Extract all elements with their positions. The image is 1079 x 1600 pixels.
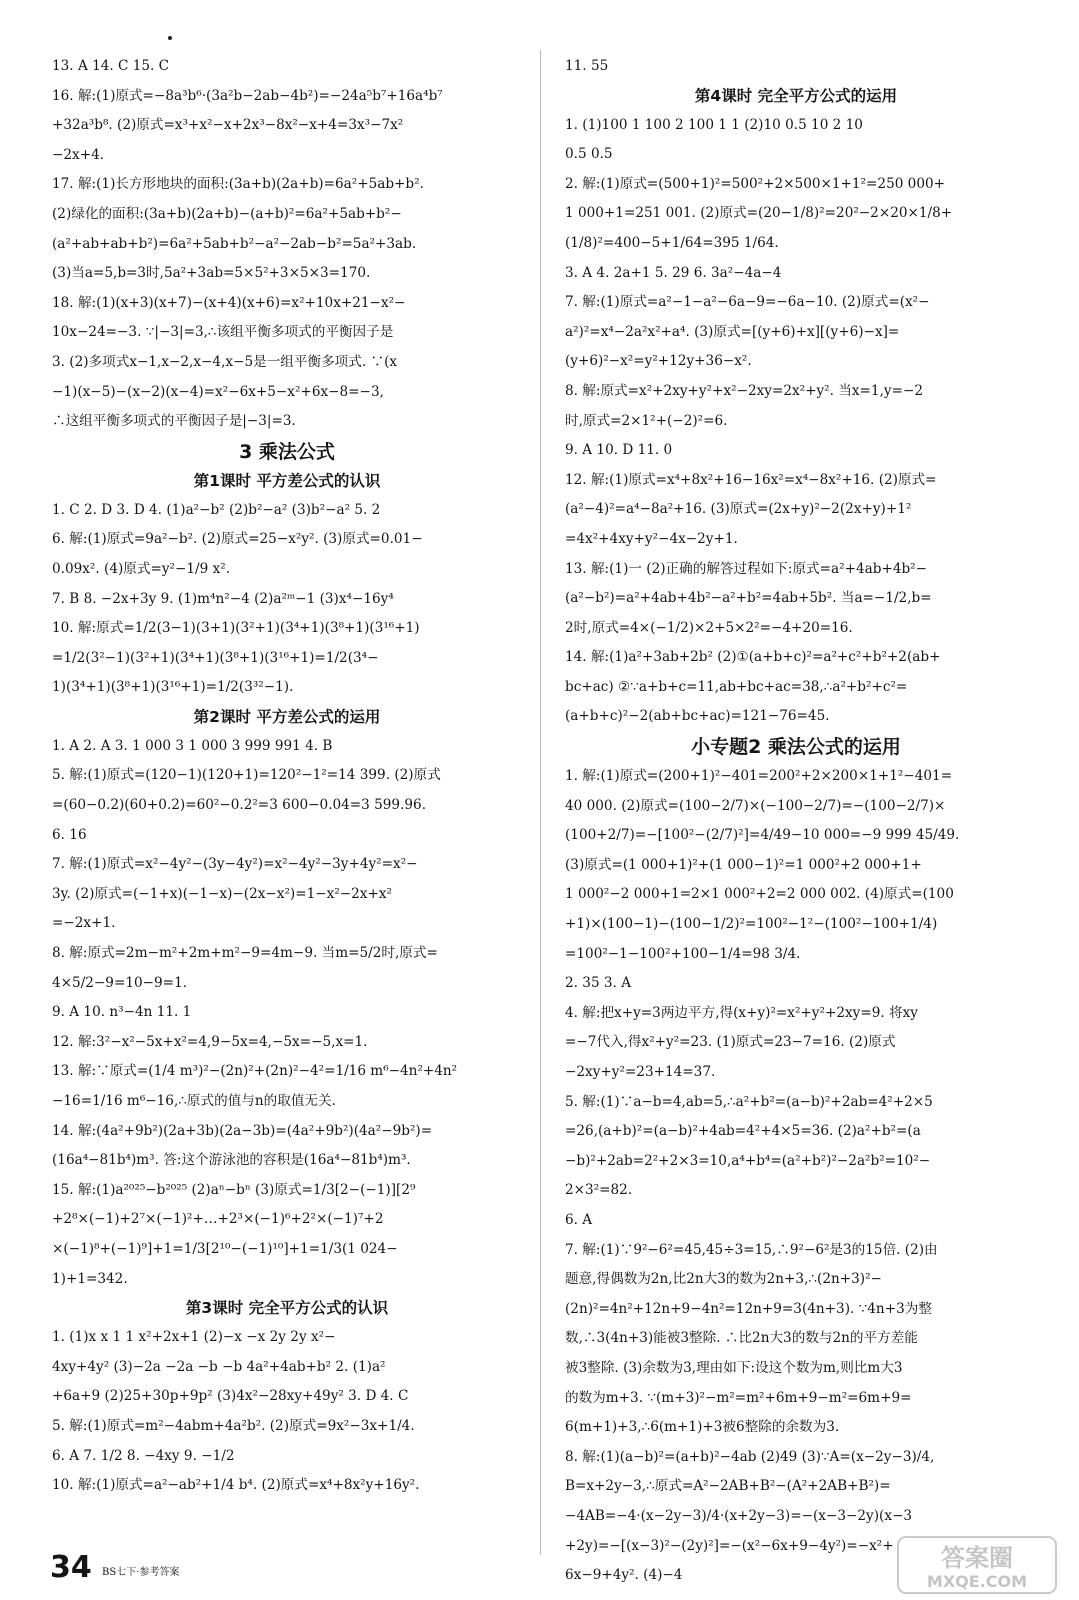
answer-line: 时,原式=2×1²+(−2)²=6. (565, 412, 728, 429)
answer-line: 12. 解:3²−x²−5x+x²=4,9−5x=4,−5x=−5,x=1. (52, 1033, 368, 1050)
answer-line: 1. A 2. A 3. 1 000 3 1 000 3 999 991 4. B (52, 737, 333, 754)
answer-line: =(60−0.2)(60+0.2)=60²−0.2²=3 600−0.04=3 599.96. (52, 797, 427, 814)
answer-line: 18. 解:(1)(x+3)(x+7)−(x+4)(x+6)=x²+10x+21−x²− (52, 294, 406, 311)
answer-line: 6(m+1)+3,∴6(m+1)+3被6整除的余数为3. (565, 1419, 840, 1436)
answer-line: 1. C 2. D 3. D 4. (1)a²−b² (2)b²−a² (3)b²−a² 5. 2 (52, 501, 381, 518)
answer-line: 5. 解:(1)原式=m²−4abm+4a²b². (2)原式=9x²−3x+1/4. (52, 1417, 415, 1434)
answer-line: B=x+2y−3,∴原式=A²−2AB+B²−(A²+2AB+B²)= (565, 1478, 891, 1495)
answer-line: (2n)²=4n²+12n+9−4n²=12n+9=3(4n+3). ∵4n+3为整 (565, 1300, 932, 1317)
answer-line: −1)(x−5)−(x−2)(x−4)=x²−6x+5−x²+6x−8=−3, (52, 383, 384, 400)
right-column (565, 52, 1027, 1591)
answer-line: 8. 解:(1)(a−b)²=(a+b)²−4ab (2)49 (3)∵A=(x−2y−3)/4, (565, 1448, 935, 1465)
answer-line: 6. 解:(1)原式=9a²−b². (2)原式=25−x²y². (3)原式=0.01− (52, 531, 423, 548)
answer-line: 6. A (565, 1211, 593, 1228)
answer-line: 8. 解:原式=2m−m²+2m+m²−9=4m−9. 当m=5/2时,原式= (52, 945, 438, 962)
lesson-heading: 第3课时 完全平方公式的认识 (185, 1299, 389, 1318)
answer-line: 13. A 14. C 15. C (52, 58, 170, 74)
answer-line: =1/2(3²−1)(3²+1)(3⁴+1)(3⁸+1)(3¹⁶+1)=1/2(3⁴− (52, 649, 379, 666)
answer-line: 5. 解:(1)∵a−b=4,ab=5,∴a²+b²=(a−b)²+2ab=4²+2×5 (565, 1093, 933, 1110)
answer-line: (a²+ab+ab+b²)=6a²+5ab+b²−a²−2ab−b²=5a²+3ab. (52, 235, 417, 252)
watermark-logo (896, 1535, 1058, 1595)
answer-line: 7. B 8. −2x+3y 9. (1)m⁴n²−4 (2)a²ᵐ−1 (3)x⁴−16y⁴ (52, 590, 394, 607)
answer-line: 15. 解:(1)a²⁰²⁵−b²⁰²⁵ (2)aⁿ−bⁿ (3)原式=1/3[2−(−1)][2⁹ (52, 1181, 416, 1198)
answer-line: =26,(a+b)²=(a−b)²+4ab=4²+4×5=36. (2)a²+b²=(a (565, 1123, 921, 1140)
answer-line: 5. 解:(1)原式=(120−1)(120+1)=120²−1²=14 399. (2)原式 (52, 767, 441, 784)
watermark-logo-text: 答案圈 (941, 1544, 1013, 1572)
answer-line: −2xy+y²=23+14=37. (565, 1064, 716, 1080)
answer-line: 14. 解:(1)a²+3ab+2b² (2)①(a+b+c)²=a²+c²+b²+2(ab+ (565, 649, 941, 666)
answer-line: −2x+4. (52, 146, 105, 163)
answer-line: 13. 解:∵原式=(1/4 m³)²−(2n)²+(2n)²−4²=1/16 m⁶−4n²+4n² (52, 1063, 458, 1080)
answer-line: +2y)=−[(x−3)²−(2y)²]=−(x²−6x+9−4y²)=−x²+ (565, 1537, 894, 1554)
answer-line: =4x²+4xy+y²−4x−2y+1. (565, 530, 738, 547)
answer-line: +6a+9 (2)25+30p+9p² (3)4x²−28xy+49y² 3. D 4. C (52, 1388, 409, 1405)
footer-label: BS七下·参考答案 (102, 1567, 180, 1578)
answer-line: 11. 55 (565, 58, 609, 74)
answer-line: 14. 解:(4a²+9b²)(2a+3b)(2a−3b)=(4a²+9b²)(4a²−9b²)= (52, 1122, 433, 1139)
answer-line: (100+2/7)=−[100²−(2/7)²]=4/49−10 000=−9 999 45/49. (565, 827, 960, 844)
answer-line: (3)当a=5,b=3时,5a²+3ab=5×5²+3×5×3=170. (52, 265, 371, 282)
answer-line: (1/8)²=400−5+1/64=395 1/64. (565, 234, 779, 251)
answer-line: 3. (2)多项式x−1,x−2,x−4,x−5是一组平衡多项式. ∵(x (52, 353, 398, 370)
answer-line: 2时,原式=4×(−1/2)×2+5×2²=−4+20=16. (565, 619, 853, 636)
answer-line: +1)×(100−1)−(100−1/2)²=100²−1²−(100²−100+1/4) (565, 916, 938, 933)
answer-line: (y+6)²−x²=y²+12y+36−x². (565, 353, 752, 370)
answer-line: 4×5/2−9=10−9=1. (52, 974, 188, 991)
answer-line: 4xy+4y² (3)−2a −2a −b −b 4a²+4ab+b² 2. (1)a² (52, 1358, 386, 1375)
answer-line: bc+ac) ②∵a+b+c=11,ab+bc+ac=38,∴a²+b²+c²= (565, 678, 908, 695)
answer-line: 17. 解:(1)长方形地块的面积:(3a+b)(2a+b)=6a²+5ab+b². (52, 176, 424, 193)
answer-line: 1)(3⁴+1)(3⁸+1)(3¹⁶+1)=1/2(3³²−1). (52, 679, 294, 696)
answer-line: 13. 解:(1)一 (2)正确的解答过程如下:原式=a²+4ab+4b²− (565, 560, 928, 577)
answer-line: (3)原式=(1 000+1)²+(1 000−1)²=1 000²+2 000+1+ (565, 856, 922, 873)
answer-line: 1 000²−2 000+1=2×1 000²+2=2 000 002. (4)原式=(100 (565, 886, 954, 903)
answer-line: 4. 解:把x+y=3两边平方,得(x+y)²=x²+y²+2xy=9. 将xy (565, 1004, 918, 1021)
answer-line: 6. A 7. 1/2 8. −4xy 9. −1/2 (52, 1447, 235, 1464)
answer-line: 被3整除. (3)余数为3,理由如下:设这个数为m,则比m大3 (565, 1359, 903, 1376)
answer-line: (2)绿化的面积:(3a+b)(2a+b)−(a+b)²=6a²+5ab+b²− (52, 205, 402, 222)
answer-line: −16=1/16 m⁶−16,∴原式的值与n的取值无关. (52, 1093, 336, 1109)
answer-line: 3. A 4. 2a+1 5. 29 6. 3a²−4a−4 (565, 264, 782, 281)
answer-line: 9. A 10. n³−4n 11. 1 (52, 1004, 192, 1021)
page-number: 34 (50, 1550, 92, 1585)
answer-line: 的数为m+3. ∵(m+3)²−m²=m²+6m+9−m²=6m+9= (565, 1389, 912, 1406)
answer-line: (a+b+c)²−2(ab+bc+ac)=121−76=45. (565, 708, 830, 725)
column-divider (540, 50, 541, 1555)
answer-line: 0.09x². (4)原式=y²−1/9 x². (52, 560, 231, 577)
answer-line: (a²−b²)=a²+4ab+4b²−a²+b²=4ab+5b². 当a=−1/2,b= (565, 590, 932, 607)
answer-line: +2⁸×(−1)+2⁷×(−1)²+…+2³×(−1)⁶+2²×(−1)⁷+2 (52, 1211, 384, 1228)
answer-line: +32a³b⁸. (2)原式=x³+x²−x+2x³−8x²−x+4=3x³−7x² (52, 117, 404, 134)
answer-line: 10x−24=−3. ∵|−3|=3,∴该组平衡多项式的平衡因子是 (52, 324, 394, 341)
lesson-heading: 第2课时 平方差公式的运用 (193, 707, 381, 726)
answer-line: ∴这组平衡多项式的平衡因子是|−3|=3. (52, 413, 296, 430)
section-heading: 3 乘法公式 (239, 440, 335, 463)
lesson-heading: 第1课时 平方差公式的认识 (193, 471, 381, 490)
answer-line: =100²−1−100²+100−1/4=98 3/4. (565, 945, 801, 962)
answer-line: 数,∴3(4n+3)能被3整除. ∴比2n大3的数与2n的平方差能 (565, 1330, 918, 1347)
answer-line: 1 000+1=251 001. (2)原式=(20−1/8)²=20²−2×20×1/8+ (565, 205, 953, 222)
answer-line: 6x−9+4y². (4)−4 (565, 1567, 683, 1584)
answer-line: ×(−1)⁸+(−1)⁹]+1=1/3[2¹⁰−(−1)¹⁰]+1=1/3(1 024− (52, 1240, 398, 1257)
answer-line: 6. 16 (52, 826, 87, 843)
answer-line: 12. 解:(1)原式=x⁴+8x²+16−16x²=x⁴−8x²+16. (2)原式= (565, 471, 937, 488)
answer-line: 10. 解:(1)原式=a²−ab²+1/4 b⁴. (2)原式=x⁴+8x²y+16y². (52, 1477, 420, 1494)
answer-line: 2. 35 3. A (565, 975, 632, 992)
answer-line: −4AB=−4·(x−2y−3)/4·(x+2y−3)=−(x−3−2y)(x−3 (565, 1507, 913, 1524)
answer-line: (a²−4)²=a⁴−8a²+16. (3)原式=(2x+y)²−2(2x+y)+1² (565, 501, 912, 518)
answer-line: 9. A 10. D 11. 0 (565, 442, 673, 459)
answer-line: 7. 解:(1)原式=x²−4y²−(3y−4y²)=x²−4y²−3y+4y²=x²− (52, 856, 418, 873)
answer-line: 40 000. (2)原式=(100−2/7)×(−100−2/7)=−(100−2/7)× (565, 797, 946, 814)
answer-line: 2×3²=82. (565, 1182, 633, 1199)
answer-line: 1)+1=342. (52, 1270, 128, 1287)
answer-line: a²)²=x⁴−2a²x²+a⁴. (3)原式=[(y+6)+x][(y+6)−x]= (565, 323, 900, 340)
answer-line: 1. 解:(1)原式=(200+1)²−401=200²+2×200×1+1²−401= (565, 768, 953, 785)
answer-line: 7. 解:(1)∵9²−6²=45,45÷3=15,∴9²−6²是3的15倍. (2)由 (565, 1241, 938, 1258)
answer-line: 3y. (2)原式=(−1+x)(−1−x)−(2x−x²)=1−x²−2x+x² (52, 885, 392, 902)
answer-line: =−2x+1. (52, 915, 116, 932)
printed-dot (168, 36, 172, 40)
answer-line: 16. 解:(1)原式=−8a³b⁶·(3a²b−2ab−4b²)=−24a⁵b⁷+16a⁴b⁷ (52, 87, 443, 104)
watermark-site-text: MXQE.COM (926, 1572, 1028, 1591)
lesson-heading: 第4课时 完全平方公式的运用 (694, 86, 898, 105)
answer-line: 7. 解:(1)原式=a²−1−a²−6a−9=−6a−10. (2)原式=(x²− (565, 294, 930, 311)
answer-line: 2. 解:(1)原式=(500+1)²=500²+2×500×1+1²=250 000+ (565, 175, 946, 192)
answer-line: =−7代入,得x²+y²=23. (1)原式=23−7=16. (2)原式 (565, 1034, 896, 1051)
answer-line: 10. 解:原式=1/2(3−1)(3+1)(3²+1)(3⁴+1)(3⁸+1)(3¹⁶+1) (52, 620, 420, 637)
answer-line: 1. (1)x x 1 1 x²+2x+1 (2)−x −x 2y 2y x²− (52, 1329, 336, 1346)
section-heading: 小专题2 乘法公式的运用 (691, 736, 901, 759)
answer-line: 题意,得偶数为2n,比2n大3的数为2n+3,∴(2n+3)²− (565, 1271, 882, 1288)
answer-line: −b)²+2ab=2²+2×3=10,a⁴+b⁴=(a²+b²)²−2a²b²=10²− (565, 1152, 931, 1169)
answer-line: 1. (1)100 1 100 2 100 1 1 (2)10 0.5 10 2 10 (565, 116, 863, 133)
answer-line: 8. 解:原式=x²+2xy+y²+x²−2xy=2x²+y². 当x=1,y=−2 (565, 382, 923, 399)
answer-line: (16a⁴−81b⁴)m³. 答:这个游泳池的容积是(16a⁴−81b⁴)m³. (52, 1152, 411, 1169)
answer-line: 0.5 0.5 (565, 146, 613, 163)
left-column (52, 52, 522, 1501)
